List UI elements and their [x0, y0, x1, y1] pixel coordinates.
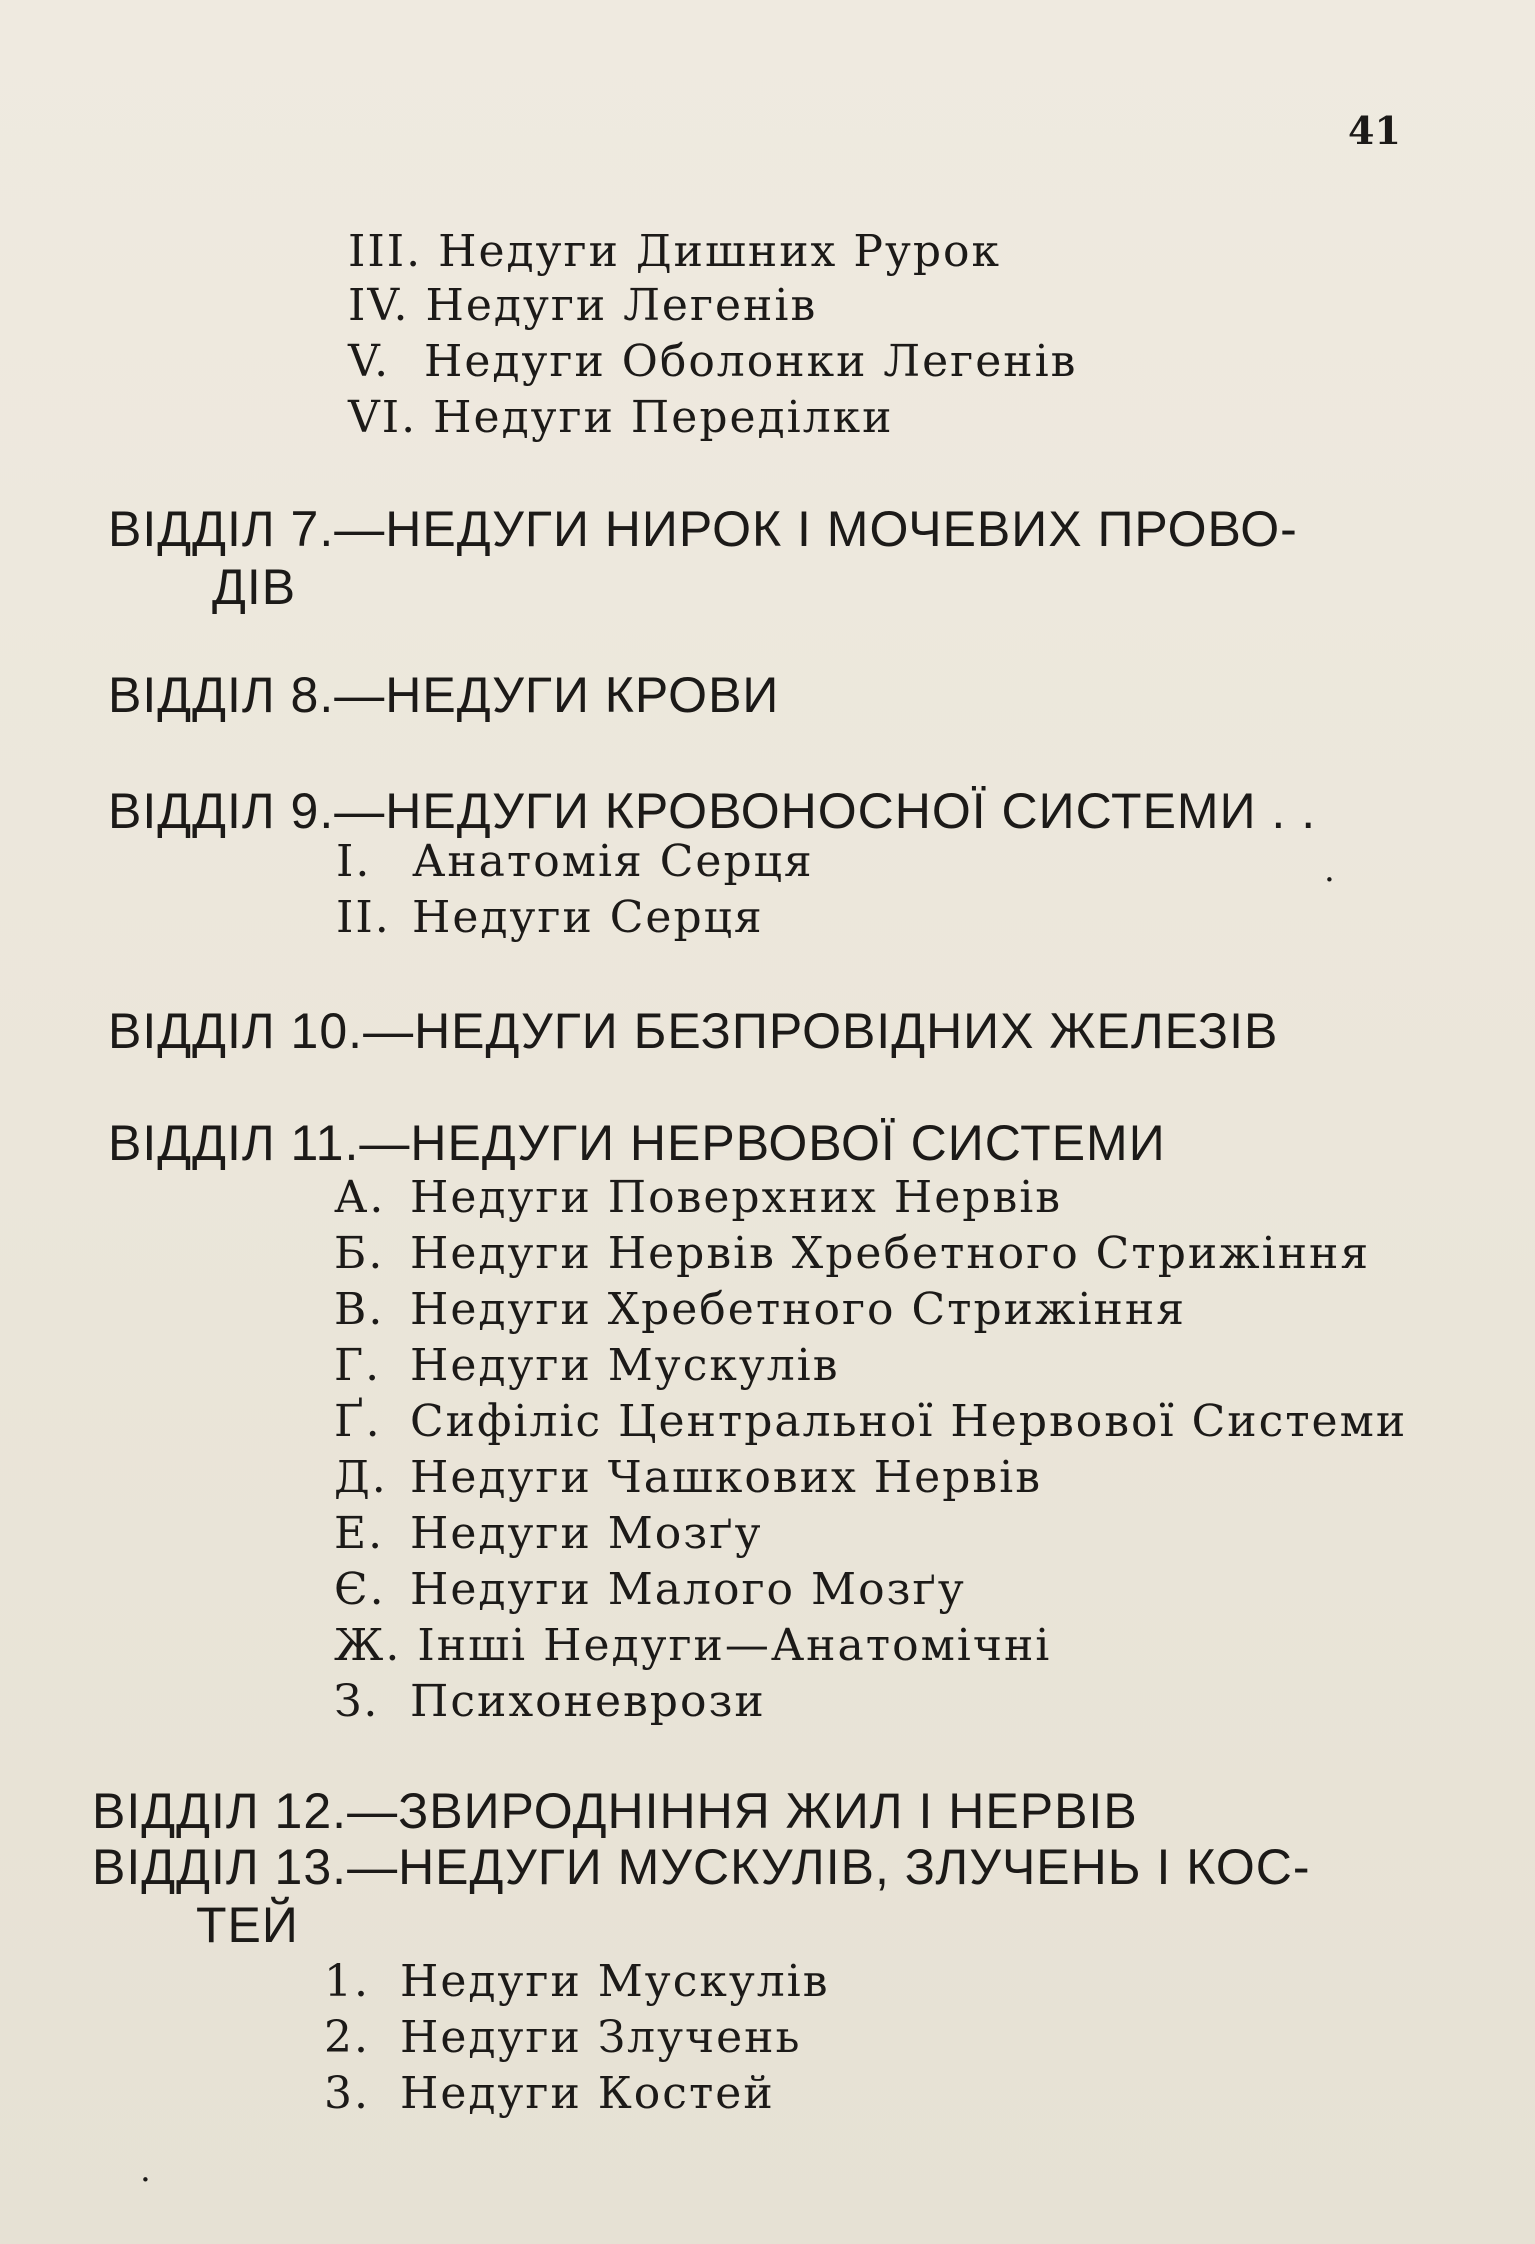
section-heading-continuation: ДІВ — [212, 559, 297, 615]
list-item-marker: 1. — [324, 1956, 370, 2007]
section-heading-line: ВІДДІЛ 11.—НЕДУГИ НЕРВОВОЇ СИСТЕМИ — [108, 1115, 1166, 1171]
section-heading-line: ВІДДІЛ 9.—НЕДУГИ КРОВОНОСНОЇ СИСТЕМИ . . — [108, 783, 1317, 839]
list-item-marker: 2. — [324, 2012, 370, 2063]
list-item-label: Психоневрози — [410, 1676, 766, 1727]
list-item-label: Недуги Дишних Рурок — [438, 226, 1002, 277]
list-item — [334, 1340, 840, 1391]
list-item — [324, 1956, 830, 2007]
list-item-marker: II. — [336, 892, 391, 943]
list-item — [348, 226, 1001, 277]
list-item-label: Недуги Серця — [412, 892, 764, 943]
list-item — [334, 1676, 766, 1727]
list-item — [334, 1284, 1186, 1335]
section-heading-line: ВІДДІЛ 7.—НЕДУГИ НИРОК І МОЧЕВИХ ПРОВО- — [108, 501, 1298, 557]
list-item-marker: III. — [348, 226, 423, 277]
list-item-marker: V. — [348, 336, 391, 387]
list-item — [334, 1564, 966, 1615]
list-item-label: Недуги Переділки — [433, 392, 894, 443]
list-item-marker: А. — [334, 1172, 386, 1223]
print-speck: . — [1324, 850, 1335, 890]
list-item-label: Недуги Мускулів — [410, 1340, 840, 1391]
list-item — [324, 2068, 775, 2119]
section-heading-11 — [108, 1114, 1166, 1172]
list-item-label: Недуги Оболонки Легенів — [424, 336, 1078, 387]
section-heading-12 — [92, 1782, 1138, 1840]
list-item-marker: З. — [334, 1676, 380, 1727]
list-item — [334, 1452, 1042, 1503]
list-item-label: Недуги Хребетного Стрижіння — [410, 1284, 1186, 1335]
list-item-marker: I. — [336, 836, 372, 887]
list-item-label: Анатомія Серця — [412, 836, 814, 887]
list-item-label: Інші Недуги—Анатомічні — [417, 1620, 1052, 1671]
list-item-label: Сифіліс Центральної Нервової Системи — [410, 1396, 1408, 1447]
list-item — [334, 1620, 1051, 1671]
list-item-marker: Ґ. — [334, 1396, 382, 1447]
list-item-marker: Д. — [334, 1452, 388, 1503]
list-item-marker: В. — [334, 1284, 385, 1335]
list-item-marker: Г. — [334, 1340, 382, 1391]
list-item — [334, 1508, 762, 1559]
section-heading-8 — [108, 666, 779, 724]
list-item-marker: Б. — [334, 1228, 385, 1279]
section-heading-continuation: ТЕЙ — [196, 1897, 299, 1953]
list-item-marker: Ж. — [334, 1620, 402, 1671]
list-item-marker: Є. — [334, 1564, 386, 1615]
section-heading-10 — [108, 1002, 1278, 1060]
list-item-label: Недуги Легенів — [425, 280, 818, 331]
list-item-marker: Е. — [334, 1508, 385, 1559]
list-item-label: Недуги Костей — [400, 2068, 775, 2119]
list-item — [348, 336, 1077, 387]
list-item-label: Недуги Чашкових Нервів — [410, 1452, 1042, 1503]
list-item-label: Недуги Мускулів — [400, 1956, 830, 2007]
list-item-marker: VI. — [348, 392, 418, 443]
print-speck: . — [140, 2150, 151, 2190]
page-number: 41 — [1348, 108, 1401, 153]
section-heading-line: ВІДДІЛ 10.—НЕДУГИ БЕЗПРОВІДНИХ ЖЕЛЕЗІВ — [108, 1003, 1279, 1059]
list-item-marker: IV. — [348, 280, 410, 331]
list-item-marker: 3. — [324, 2068, 370, 2119]
section-heading-line: ВІДДІЛ 8.—НЕДУГИ КРОВИ — [108, 667, 780, 723]
list-item — [334, 1396, 1407, 1447]
list-item — [334, 1228, 1370, 1279]
list-item-label: Недуги Злучень — [400, 2012, 802, 2063]
list-item — [334, 1172, 1062, 1223]
section-heading-9 — [108, 782, 1316, 840]
list-item — [348, 392, 893, 443]
list-item — [336, 836, 814, 887]
list-item-label: Недуги Поверхних Нервів — [410, 1172, 1063, 1223]
list-item — [324, 2012, 801, 2063]
list-item — [336, 892, 764, 943]
list-item-label: Недуги Малого Мозґу — [410, 1564, 966, 1615]
section-heading-line: ВІДДІЛ 13.—НЕДУГИ МУСКУЛІВ, ЗЛУЧЕНЬ І КОС- — [92, 1839, 1311, 1895]
list-item-label: Недуги Мозґу — [410, 1508, 763, 1559]
section-heading-line: ВІДДІЛ 12.—ЗВИРОДНІННЯ ЖИЛ І НЕРВІВ — [92, 1783, 1138, 1839]
section-heading-7 — [108, 500, 1298, 616]
list-item-label: Недуги Нервів Хребетного Стрижіння — [410, 1228, 1371, 1279]
list-item — [348, 280, 817, 331]
section-heading-13 — [92, 1838, 1310, 1954]
